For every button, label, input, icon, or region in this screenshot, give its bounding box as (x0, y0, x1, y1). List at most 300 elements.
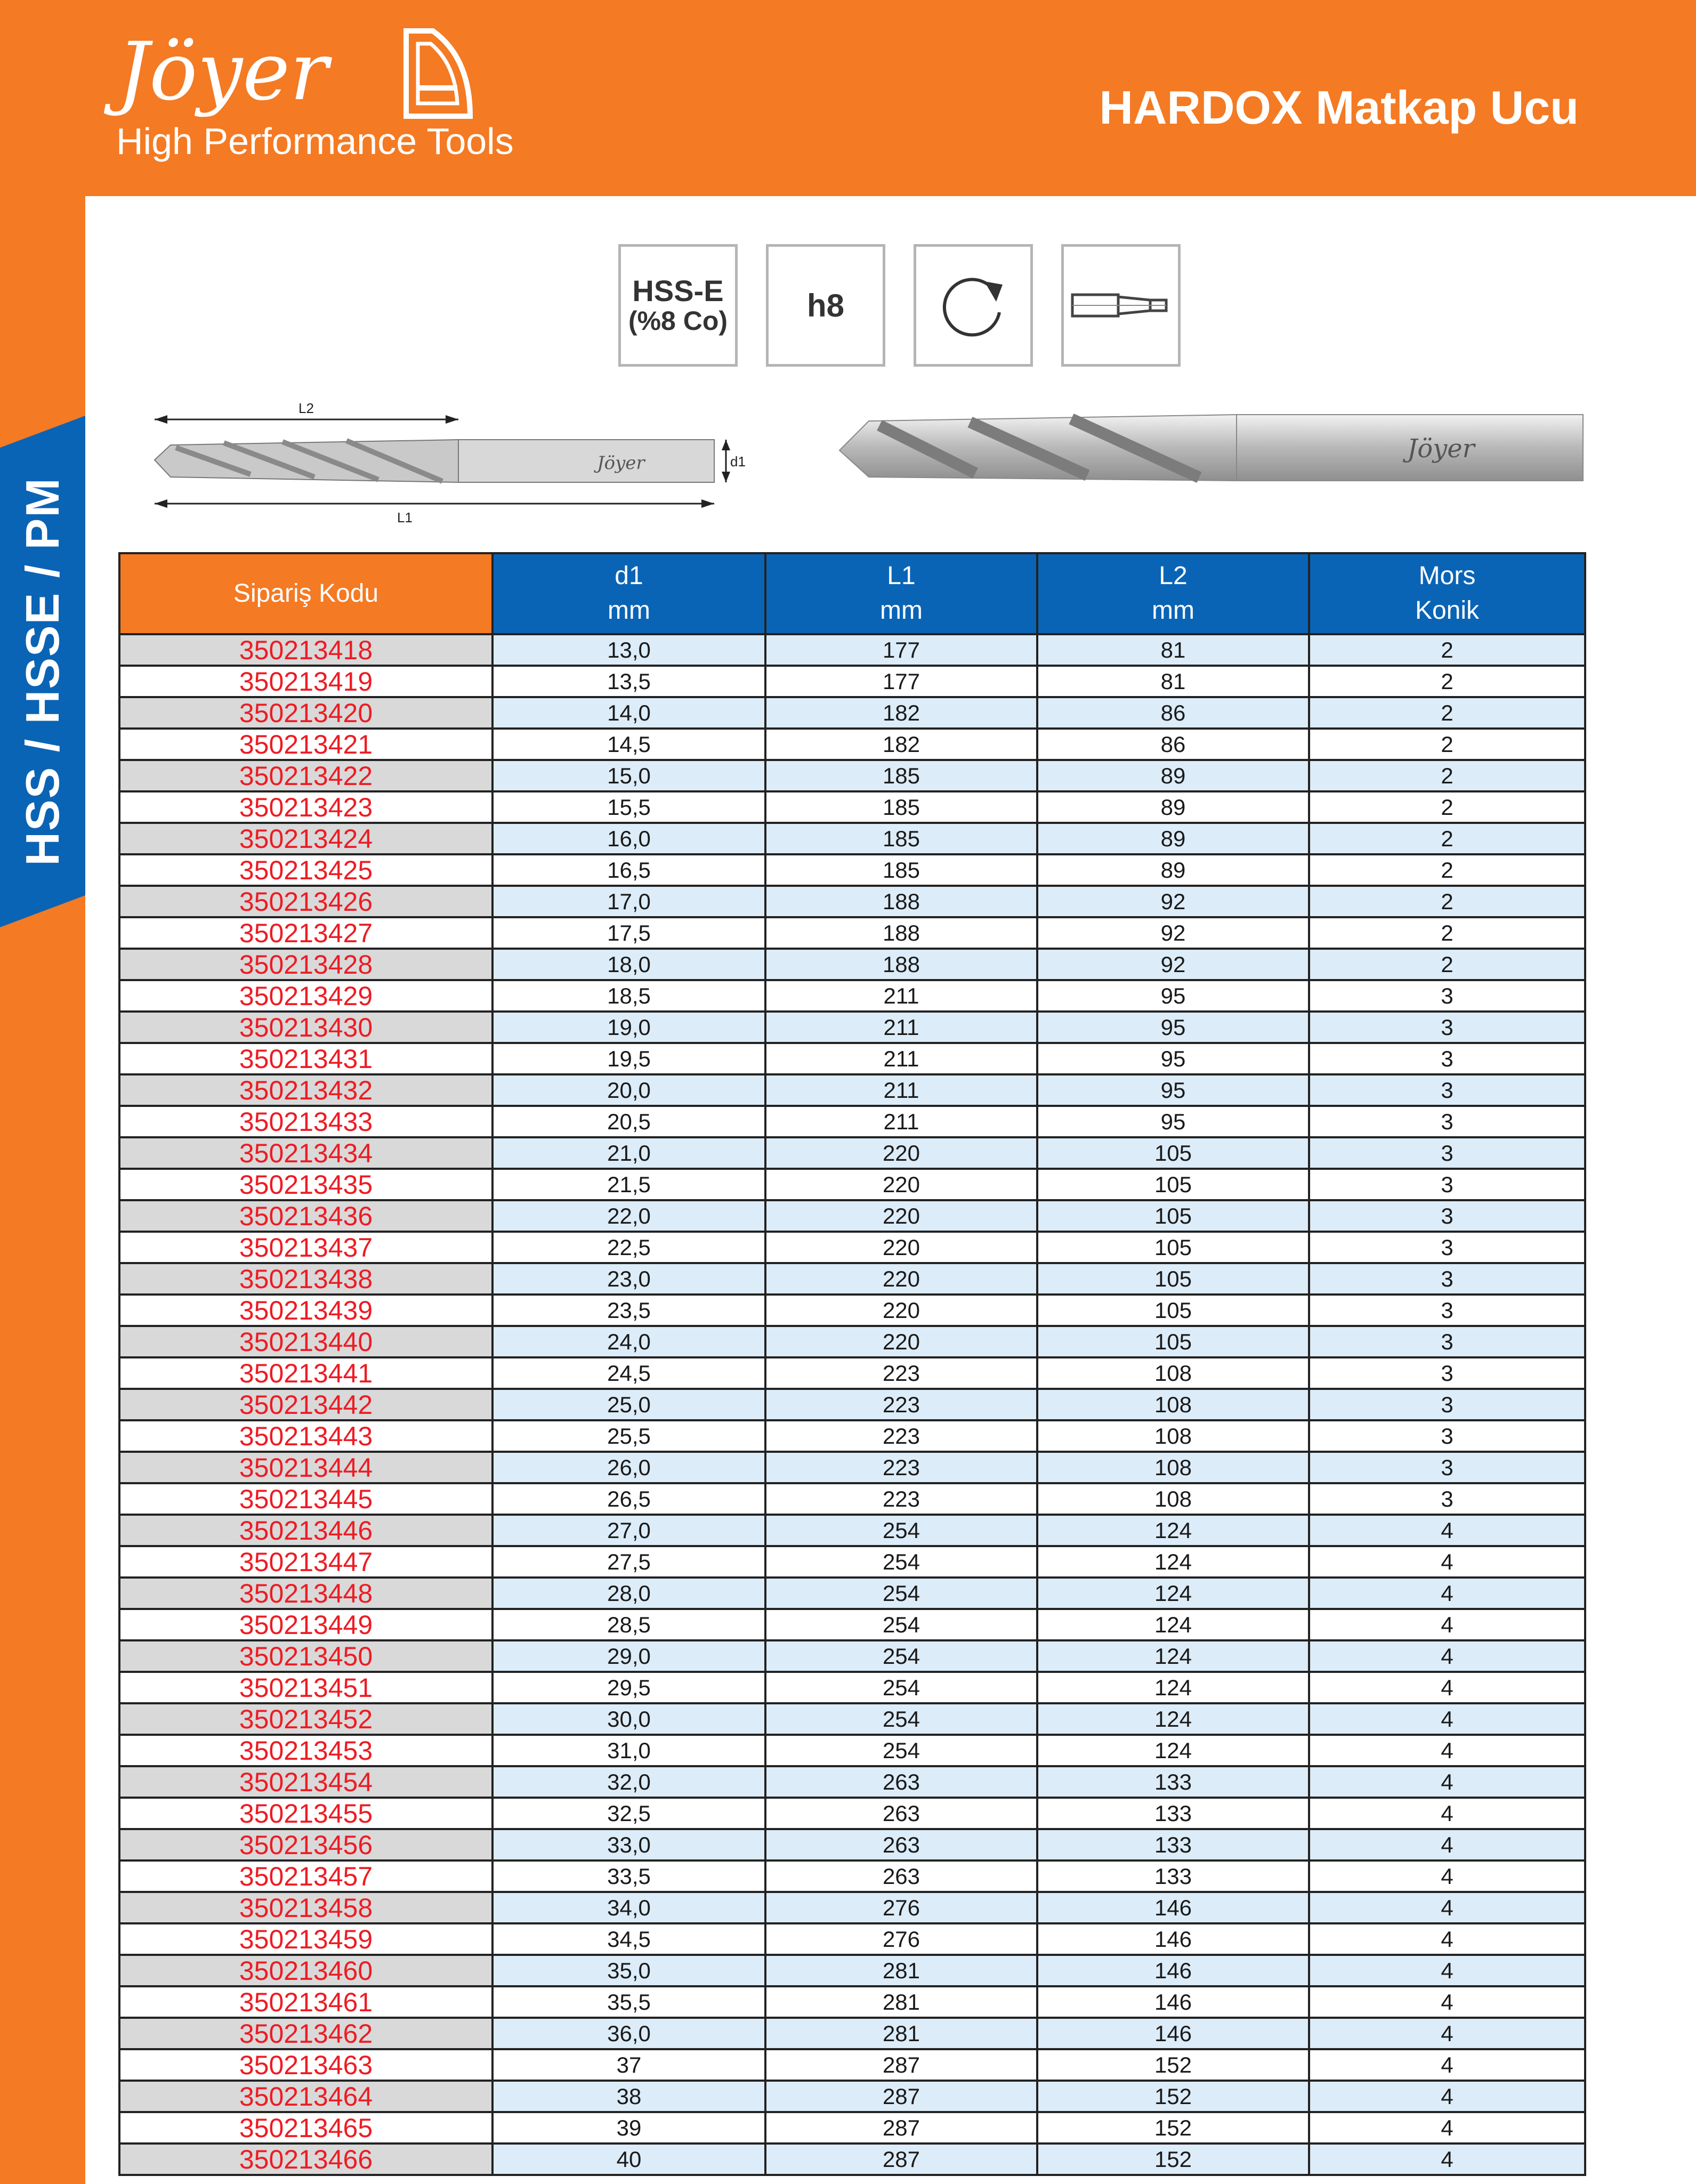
d1-value: 14,5 (492, 729, 765, 760)
order-code: 350213452 (119, 1703, 492, 1735)
l1-value: 177 (765, 666, 1037, 697)
table-row (119, 949, 1585, 980)
table-row (119, 1546, 1585, 1578)
column-header-d1-label: d1 (615, 562, 643, 591)
morse-taper-value: 3 (1309, 1169, 1585, 1200)
tolerance-badge (766, 244, 885, 367)
morse-taper-value: 2 (1309, 697, 1585, 729)
d1-value: 38 (492, 2081, 765, 2112)
morse-taper-value: 3 (1309, 1074, 1585, 1106)
order-code: 350213419 (119, 666, 492, 697)
d1-value: 15,5 (492, 791, 765, 823)
brand-logo-icon (395, 26, 475, 122)
l2-value: 146 (1037, 1923, 1309, 1955)
l1-value: 182 (765, 697, 1037, 729)
table-row (119, 729, 1585, 760)
table-row (119, 886, 1585, 917)
order-code: 350213462 (119, 2018, 492, 2049)
order-code: 350213436 (119, 1200, 492, 1232)
order-code: 350213448 (119, 1578, 492, 1609)
d1-value: 31,0 (492, 1735, 765, 1766)
morse-taper-shank-icon (1070, 279, 1172, 332)
table-row (119, 1200, 1585, 1232)
morse-taper-value: 2 (1309, 791, 1585, 823)
l1-value: 254 (765, 1578, 1037, 1609)
d1-value: 39 (492, 2112, 765, 2143)
l2-value: 81 (1037, 634, 1309, 666)
morse-taper-value: 3 (1309, 1452, 1585, 1483)
table-row (119, 1263, 1585, 1295)
morse-taper-value: 4 (1309, 1861, 1585, 1892)
l1-value: 263 (765, 1766, 1037, 1798)
column-header-mors-sub: Konik (1415, 596, 1480, 625)
morse-taper-value: 3 (1309, 1012, 1585, 1043)
table-row (119, 1106, 1585, 1137)
order-code: 350213435 (119, 1169, 492, 1200)
material-badge (618, 244, 738, 367)
table-row (119, 666, 1585, 697)
d1-value: 24,5 (492, 1357, 765, 1389)
d1-value: 22,0 (492, 1200, 765, 1232)
order-code: 350213450 (119, 1640, 492, 1672)
l2-value: 92 (1037, 949, 1309, 980)
table-row (119, 854, 1585, 886)
table-row (119, 1986, 1585, 2018)
d1-value: 25,0 (492, 1389, 765, 1420)
order-code: 350213459 (119, 1923, 492, 1955)
l1-value: 188 (765, 886, 1037, 917)
column-header-d1 (492, 553, 765, 634)
l1-value: 185 (765, 791, 1037, 823)
morse-taper-value: 4 (1309, 2049, 1585, 2081)
morse-taper-value: 3 (1309, 1420, 1585, 1452)
d1-value: 14,0 (492, 697, 765, 729)
l2-value: 152 (1037, 2143, 1309, 2175)
morse-taper-value: 3 (1309, 1106, 1585, 1137)
order-code: 350213438 (119, 1263, 492, 1295)
brand-logo-text: Jöyer (117, 26, 328, 118)
order-code: 350213423 (119, 791, 492, 823)
table-row (119, 1074, 1585, 1106)
l2-value: 146 (1037, 1955, 1309, 1986)
order-code: 350213418 (119, 634, 492, 666)
table-row (119, 1012, 1585, 1043)
l2-value: 133 (1037, 1766, 1309, 1798)
order-code: 350213437 (119, 1232, 492, 1263)
l2-value: 152 (1037, 2112, 1309, 2143)
l1-value: 281 (765, 2018, 1037, 2049)
l1-value: 220 (765, 1169, 1037, 1200)
table-row (119, 1357, 1585, 1389)
order-code: 350213441 (119, 1357, 492, 1389)
table-row (119, 1892, 1585, 1923)
d1-value: 17,0 (492, 886, 765, 917)
table-row (119, 1169, 1585, 1200)
column-header-mors-label: Mors (1418, 562, 1476, 591)
l2-value: 108 (1037, 1357, 1309, 1389)
d1-value: 32,0 (492, 1766, 765, 1798)
d1-value: 33,5 (492, 1861, 765, 1892)
l1-value: 211 (765, 1012, 1037, 1043)
l1-value: 254 (765, 1515, 1037, 1546)
l2-value: 95 (1037, 1043, 1309, 1074)
table-row (119, 1735, 1585, 1766)
l2-value: 89 (1037, 823, 1309, 854)
l2-value: 89 (1037, 791, 1309, 823)
table-row (119, 1043, 1585, 1074)
morse-taper-value: 3 (1309, 1483, 1585, 1515)
table-row (119, 1420, 1585, 1452)
d1-value: 18,5 (492, 980, 765, 1012)
d1-value: 35,5 (492, 1986, 765, 2018)
table-row (119, 1798, 1585, 1829)
order-code: 350213430 (119, 1012, 492, 1043)
morse-taper-value: 4 (1309, 1955, 1585, 1986)
morse-taper-value: 4 (1309, 1609, 1585, 1640)
d1-value: 36,0 (492, 2018, 765, 2049)
spec-table (118, 552, 1586, 2176)
material-badge-line1: HSS-E (632, 274, 724, 308)
l2-value: 124 (1037, 1735, 1309, 1766)
l1-value: 254 (765, 1703, 1037, 1735)
morse-taper-value: 2 (1309, 760, 1585, 791)
table-row (119, 1829, 1585, 1861)
column-header-l1-label: L1 (887, 562, 916, 591)
morse-taper-value: 4 (1309, 2143, 1585, 2175)
l1-value: 185 (765, 823, 1037, 854)
order-code: 350213444 (119, 1452, 492, 1483)
order-code: 350213446 (119, 1515, 492, 1546)
l1-value: 220 (765, 1326, 1037, 1357)
tolerance-badge-label: h8 (806, 287, 845, 323)
morse-taper-value: 2 (1309, 666, 1585, 697)
table-row (119, 1389, 1585, 1420)
l1-value: 211 (765, 980, 1037, 1012)
table-row (119, 1861, 1585, 1892)
l2-value: 146 (1037, 1892, 1309, 1923)
column-header-d1-unit: mm (608, 596, 650, 625)
d1-value: 21,0 (492, 1137, 765, 1169)
table-row (119, 823, 1585, 854)
morse-taper-value: 3 (1309, 1295, 1585, 1326)
morse-taper-value: 2 (1309, 917, 1585, 949)
morse-taper-value: 3 (1309, 1043, 1585, 1074)
d1-value: 13,0 (492, 634, 765, 666)
table-row (119, 1923, 1585, 1955)
morse-taper-value: 4 (1309, 1672, 1585, 1703)
l2-value: 95 (1037, 1012, 1309, 1043)
morse-taper-value: 4 (1309, 1515, 1585, 1546)
l1-value: 287 (765, 2049, 1037, 2081)
order-code: 350213432 (119, 1074, 492, 1106)
order-code: 350213426 (119, 886, 492, 917)
d1-value: 23,0 (492, 1263, 765, 1295)
d1-value: 27,5 (492, 1546, 765, 1578)
order-code: 350213427 (119, 917, 492, 949)
table-row (119, 1703, 1585, 1735)
order-code: 350213421 (119, 729, 492, 760)
l1-value: 276 (765, 1892, 1037, 1923)
drill-brand-mark: Jöyer (597, 452, 645, 474)
l1-value: 188 (765, 949, 1037, 980)
d1-value: 32,5 (492, 1798, 765, 1829)
l1-value: 287 (765, 2112, 1037, 2143)
l2-value: 105 (1037, 1200, 1309, 1232)
shank-badge (1061, 244, 1181, 367)
order-code: 350213460 (119, 1955, 492, 1986)
morse-taper-value: 3 (1309, 1326, 1585, 1357)
l1-value: 220 (765, 1137, 1037, 1169)
dimension-label-l1: L1 (397, 509, 413, 525)
clockwise-rotation-icon (933, 265, 1013, 345)
l2-value: 124 (1037, 1672, 1309, 1703)
l1-value: 254 (765, 1640, 1037, 1672)
l1-value: 223 (765, 1389, 1037, 1420)
d1-value: 34,0 (492, 1892, 765, 1923)
l2-value: 108 (1037, 1483, 1309, 1515)
d1-value: 17,5 (492, 917, 765, 949)
table-row (119, 697, 1585, 729)
table-row (119, 1137, 1585, 1169)
drill-product-image (837, 410, 1588, 485)
order-code: 350213456 (119, 1829, 492, 1861)
d1-value: 25,5 (492, 1420, 765, 1452)
spec-table-body (119, 634, 1585, 2175)
table-row (119, 1232, 1585, 1263)
morse-taper-value: 2 (1309, 949, 1585, 980)
column-header-l2-label: L2 (1159, 562, 1188, 591)
l1-value: 220 (765, 1200, 1037, 1232)
l2-value: 92 (1037, 886, 1309, 917)
category-tab-label: HSS / HSSE / PM (16, 477, 69, 866)
table-header-row (119, 553, 1585, 634)
column-header-l2-unit: mm (1152, 596, 1194, 625)
morse-taper-value: 2 (1309, 854, 1585, 886)
l2-value: 152 (1037, 2081, 1309, 2112)
morse-taper-value: 4 (1309, 1798, 1585, 1829)
d1-value: 23,5 (492, 1295, 765, 1326)
d1-value: 19,5 (492, 1043, 765, 1074)
dimension-label-d1: d1 (730, 454, 746, 470)
l2-value: 133 (1037, 1861, 1309, 1892)
morse-taper-value: 3 (1309, 1357, 1585, 1389)
morse-taper-value: 3 (1309, 1200, 1585, 1232)
table-row (119, 917, 1585, 949)
l2-value: 108 (1037, 1420, 1309, 1452)
l2-value: 105 (1037, 1263, 1309, 1295)
l1-value: 211 (765, 1074, 1037, 1106)
order-code: 350213433 (119, 1106, 492, 1137)
table-row (119, 1578, 1585, 1609)
order-code: 350213428 (119, 949, 492, 980)
table-row (119, 1609, 1585, 1640)
order-code: 350213455 (119, 1798, 492, 1829)
l1-value: 281 (765, 1986, 1037, 2018)
morse-taper-value: 4 (1309, 2018, 1585, 2049)
l2-value: 105 (1037, 1326, 1309, 1357)
order-code: 350213461 (119, 1986, 492, 2018)
morse-taper-value: 4 (1309, 2112, 1585, 2143)
morse-taper-value: 4 (1309, 1735, 1585, 1766)
l2-value: 105 (1037, 1137, 1309, 1169)
l1-value: 263 (765, 1829, 1037, 1861)
morse-taper-value: 3 (1309, 1137, 1585, 1169)
order-code: 350213466 (119, 2143, 492, 2175)
l2-value: 89 (1037, 854, 1309, 886)
d1-value: 34,5 (492, 1923, 765, 1955)
l2-value: 108 (1037, 1452, 1309, 1483)
l2-value: 146 (1037, 2018, 1309, 2049)
morse-taper-value: 4 (1309, 1892, 1585, 1923)
l2-value: 124 (1037, 1640, 1309, 1672)
d1-value: 20,5 (492, 1106, 765, 1137)
l2-value: 95 (1037, 1074, 1309, 1106)
morse-taper-value: 4 (1309, 2081, 1585, 2112)
l2-value: 105 (1037, 1295, 1309, 1326)
l1-value: 220 (765, 1232, 1037, 1263)
l2-value: 105 (1037, 1169, 1309, 1200)
order-code: 350213454 (119, 1766, 492, 1798)
order-code: 350213420 (119, 697, 492, 729)
l2-value: 133 (1037, 1798, 1309, 1829)
order-code: 350213457 (119, 1861, 492, 1892)
dimension-label-l2: L2 (298, 400, 314, 416)
order-code: 350213445 (119, 1483, 492, 1515)
order-code: 350213424 (119, 823, 492, 854)
order-code: 350213425 (119, 854, 492, 886)
l1-value: 223 (765, 1420, 1037, 1452)
morse-taper-value: 4 (1309, 1923, 1585, 1955)
order-code: 350213451 (119, 1672, 492, 1703)
l2-value: 86 (1037, 729, 1309, 760)
l2-value: 89 (1037, 760, 1309, 791)
morse-taper-value: 4 (1309, 1703, 1585, 1735)
order-code: 350213429 (119, 980, 492, 1012)
table-row (119, 1640, 1585, 1672)
morse-taper-value: 4 (1309, 1829, 1585, 1861)
d1-value: 28,5 (492, 1609, 765, 1640)
column-header-code (119, 553, 492, 634)
l2-value: 95 (1037, 980, 1309, 1012)
table-row (119, 2112, 1585, 2143)
l1-value: 281 (765, 1955, 1037, 1986)
order-code: 350213442 (119, 1389, 492, 1420)
table-row (119, 1295, 1585, 1326)
d1-value: 26,0 (492, 1452, 765, 1483)
table-row (119, 1452, 1585, 1483)
l1-value: 211 (765, 1043, 1037, 1074)
morse-taper-value: 4 (1309, 1986, 1585, 2018)
l1-value: 263 (765, 1861, 1037, 1892)
l1-value: 220 (765, 1263, 1037, 1295)
l2-value: 81 (1037, 666, 1309, 697)
table-row (119, 980, 1585, 1012)
morse-taper-value: 3 (1309, 1389, 1585, 1420)
l1-value: 185 (765, 854, 1037, 886)
morse-taper-value: 2 (1309, 886, 1585, 917)
l1-value: 223 (765, 1357, 1037, 1389)
d1-value: 29,0 (492, 1640, 765, 1672)
morse-taper-value: 2 (1309, 823, 1585, 854)
l2-value: 124 (1037, 1546, 1309, 1578)
table-row (119, 634, 1585, 666)
l2-value: 124 (1037, 1578, 1309, 1609)
l2-value: 105 (1037, 1232, 1309, 1263)
order-code: 350213440 (119, 1326, 492, 1357)
l1-value: 287 (765, 2081, 1037, 2112)
d1-value: 30,0 (492, 1703, 765, 1735)
order-code: 350213439 (119, 1295, 492, 1326)
table-row (119, 1326, 1585, 1357)
page-title: HARDOX Matkap Ucu (1099, 81, 1579, 134)
l1-value: 287 (765, 2143, 1037, 2175)
order-code: 350213465 (119, 2112, 492, 2143)
l1-value: 254 (765, 1546, 1037, 1578)
d1-value: 16,0 (492, 823, 765, 854)
table-row (119, 2081, 1585, 2112)
d1-value: 27,0 (492, 1515, 765, 1546)
table-row (119, 760, 1585, 791)
order-code: 350213463 (119, 2049, 492, 2081)
l1-value: 185 (765, 760, 1037, 791)
table-row (119, 1955, 1585, 1986)
column-header-mors (1309, 553, 1585, 634)
order-code: 350213431 (119, 1043, 492, 1074)
d1-value: 33,0 (492, 1829, 765, 1861)
column-header-l1-unit: mm (880, 596, 923, 625)
order-code: 350213443 (119, 1420, 492, 1452)
l2-value: 133 (1037, 1829, 1309, 1861)
d1-value: 26,5 (492, 1483, 765, 1515)
l1-value: 254 (765, 1735, 1037, 1766)
table-row (119, 1515, 1585, 1546)
l2-value: 124 (1037, 1703, 1309, 1735)
l1-value: 276 (765, 1923, 1037, 1955)
drill-dimension-diagram (144, 397, 746, 525)
l2-value: 95 (1037, 1106, 1309, 1137)
table-row (119, 1766, 1585, 1798)
morse-taper-value: 2 (1309, 634, 1585, 666)
order-code: 350213449 (119, 1609, 492, 1640)
morse-taper-value: 2 (1309, 729, 1585, 760)
d1-value: 29,5 (492, 1672, 765, 1703)
order-code: 350213434 (119, 1137, 492, 1169)
l2-value: 152 (1037, 2049, 1309, 2081)
rotation-badge (914, 244, 1033, 367)
brand-tagline: High Performance Tools (116, 120, 514, 162)
table-row (119, 1672, 1585, 1703)
d1-value: 37 (492, 2049, 765, 2081)
l2-value: 108 (1037, 1389, 1309, 1420)
l1-value: 254 (765, 1609, 1037, 1640)
l1-value: 211 (765, 1106, 1037, 1137)
order-code: 350213464 (119, 2081, 492, 2112)
l2-value: 92 (1037, 917, 1309, 949)
d1-value: 20,0 (492, 1074, 765, 1106)
l1-value: 223 (765, 1483, 1037, 1515)
d1-value: 18,0 (492, 949, 765, 980)
d1-value: 21,5 (492, 1169, 765, 1200)
l1-value: 182 (765, 729, 1037, 760)
d1-value: 22,5 (492, 1232, 765, 1263)
d1-value: 24,0 (492, 1326, 765, 1357)
table-row (119, 1483, 1585, 1515)
l1-value: 177 (765, 634, 1037, 666)
l2-value: 124 (1037, 1609, 1309, 1640)
table-row (119, 2143, 1585, 2175)
order-code: 350213453 (119, 1735, 492, 1766)
l2-value: 146 (1037, 1986, 1309, 2018)
